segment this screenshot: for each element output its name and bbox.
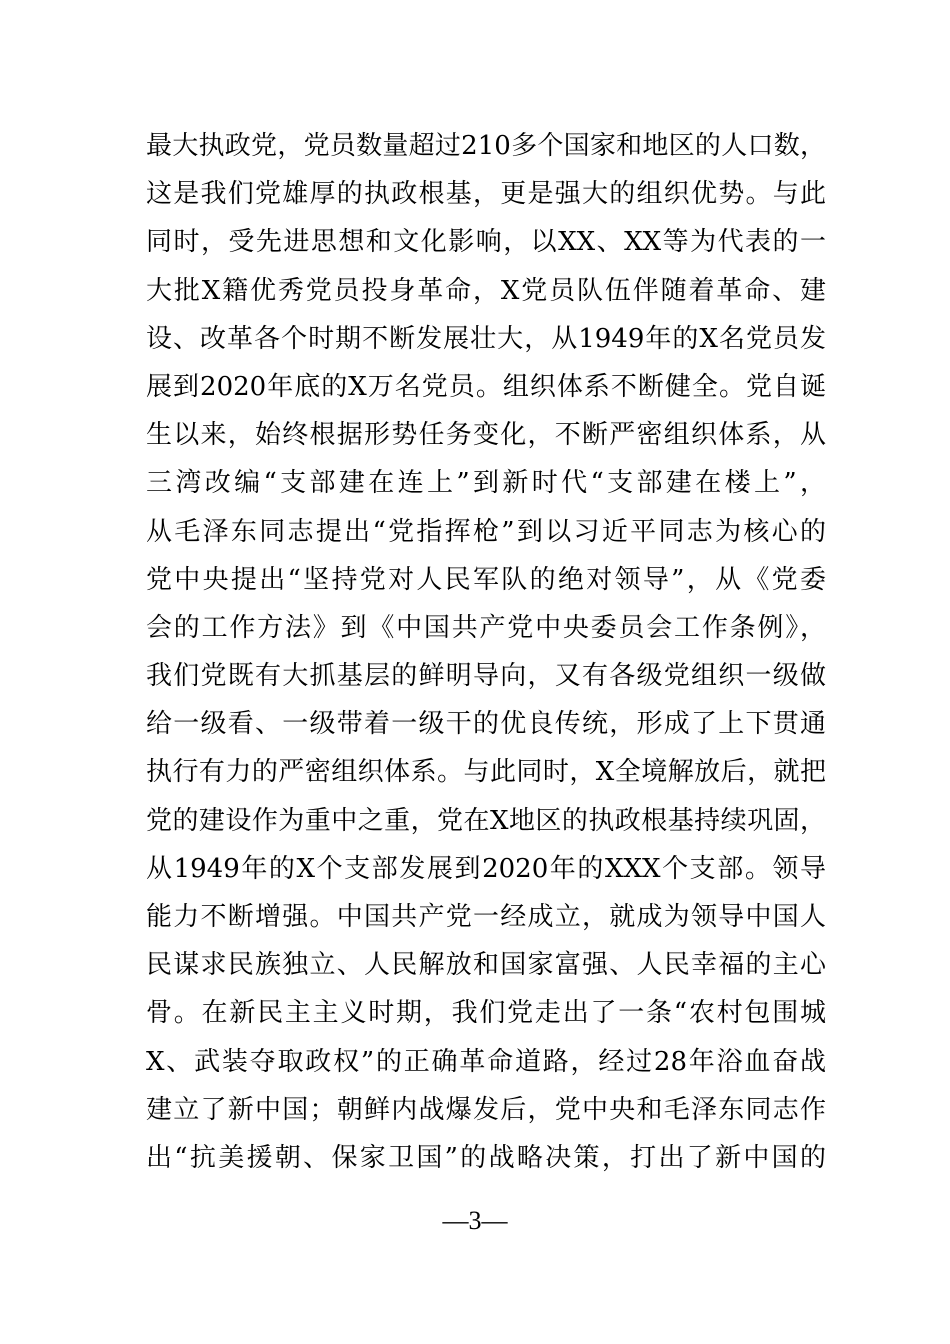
text-line: 三湾改编“支部建在连上”到新时代“支部建在楼上”， bbox=[146, 468, 826, 499]
text-line: X、武装夺取政权”的正确革命道路，经过28年浴血奋战 bbox=[146, 1046, 826, 1077]
text-line: 党中央提出“坚持党对人民军队的绝对领导”，从《党委 bbox=[146, 564, 826, 595]
text-line: 最大执政党，党员数量超过210多个国家和地区的人口数， bbox=[146, 131, 826, 161]
text-line: 生以来，始终根据形势任务变化，不断严密组织体系，从 bbox=[146, 420, 826, 451]
text-line: 我们党既有大抓基层的鲜明导向，又有各级党组织一级做 bbox=[146, 661, 826, 692]
text-line: 这是我们党雄厚的执政根基，更是强大的组织优势。与此 bbox=[146, 179, 826, 210]
text-line: 民谋求民族独立、人民解放和国家富强、人民幸福的主心 bbox=[146, 950, 826, 981]
text-line: 能力不断增强。中国共产党一经成立，就成为领导中国人 bbox=[146, 902, 826, 932]
text-line: 给一级看、一级带着一级干的优良传统，形成了上下贯通 bbox=[146, 709, 826, 740]
text-line: 展到2020年底的X万名党员。组织体系不断健全。党自诞 bbox=[146, 371, 826, 402]
text-line: 建立了新中国；朝鲜内战爆发后，党中央和毛泽东同志作 bbox=[146, 1094, 826, 1125]
text-line: 会的工作方法》到《中国共产党中央委员会工作条例》， bbox=[146, 612, 826, 643]
body-paragraph bbox=[146, 122, 826, 1182]
text-line: 党的建设作为重中之重，党在X地区的执政根基持续巩固， bbox=[146, 805, 826, 836]
page-number: —3— bbox=[442, 1206, 508, 1235]
text-line: 同时，受先进思想和文化影响，以XX、XX等为代表的一 bbox=[146, 227, 826, 258]
text-line: 执行有力的严密组织体系。与此同时，X全境解放后，就把 bbox=[146, 757, 826, 788]
text-line: 出“抗美援朝、保家卫国”的战略决策，打出了新中国的 bbox=[146, 1142, 826, 1173]
text-line: 设、改革各个时期不断发展壮大，从1949年的X名党员发 bbox=[146, 323, 826, 354]
text-line: 骨。在新民主主义时期，我们党走出了一条“农村包围城 bbox=[146, 998, 826, 1029]
text-line: 大批X籍优秀党员投身革命，X党员队伍伴随着革命、建 bbox=[146, 275, 826, 306]
text-line: 从1949年的X个支部发展到2020年的XXX个支部。领导 bbox=[146, 853, 826, 884]
text-line: 从毛泽东同志提出“党指挥枪”到以习近平同志为核心的 bbox=[146, 516, 826, 547]
